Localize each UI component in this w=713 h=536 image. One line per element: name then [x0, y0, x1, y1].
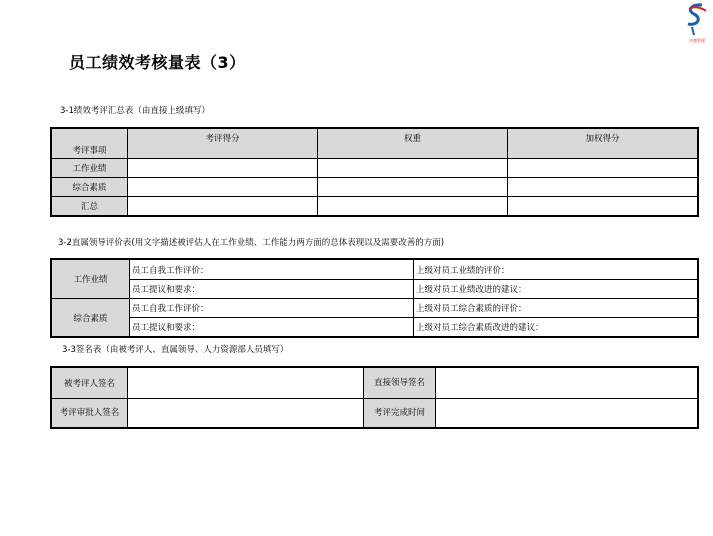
weight-cell[interactable] [318, 159, 508, 178]
header-weighted: 加权得分 [508, 129, 698, 159]
self-evaluation-cell[interactable]: 员工自我工作评价： [130, 299, 414, 318]
supervisor-evaluation-cell[interactable]: 上级对员工综合素质的评价： [414, 299, 698, 318]
logo-text: 卓越管理 [689, 38, 705, 43]
table-row [52, 159, 698, 178]
table-row [52, 299, 698, 318]
table-row [52, 197, 698, 216]
approver-signature-label: 考评审批人签名 [52, 399, 128, 428]
evaluation-table [51, 259, 698, 337]
score-cell[interactable] [128, 197, 318, 216]
group-label: 工作业绩 [52, 260, 130, 299]
supervisor-signature-field[interactable] [436, 368, 698, 399]
section1-heading: 3-1绩效考评汇总表（由直接上级填写） [60, 106, 210, 116]
section2-heading: 3-2直属领导评价表(用文字描述被评估人在工作业绩、工作能力两方面的总体表现以及需要改善的方面) [58, 238, 445, 248]
table-row [52, 368, 698, 399]
suggestion-cell[interactable]: 员工提议和要求： [130, 280, 414, 299]
approver-signature-field[interactable] [128, 399, 364, 428]
row-label: 工作业绩 [52, 159, 128, 178]
weighted-cell[interactable] [508, 159, 698, 178]
evaluatee-signature-field[interactable] [128, 368, 364, 399]
weighted-cell[interactable] [508, 178, 698, 197]
table-row [52, 178, 698, 197]
evaluatee-signature-label: 被考评人签名 [52, 368, 128, 399]
table-row [52, 280, 698, 299]
self-evaluation-cell[interactable]: 员工自我工作评价： [130, 260, 414, 280]
page-title: 员工绩效考核量表（3） [69, 53, 246, 72]
improvement-cell[interactable]: 上级对员工业绩改进的建议： [414, 280, 698, 299]
section3-heading: 3-3签名表（由被考评人、直属领导、人力资源部人员填写） [62, 345, 289, 355]
completion-time-label: 考评完成时间 [364, 399, 436, 428]
row-label: 汇总 [52, 197, 128, 216]
header-score: 考评得分 [128, 129, 318, 159]
header-weight: 权重 [318, 129, 508, 159]
score-cell[interactable] [128, 159, 318, 178]
table-row [52, 260, 698, 280]
group-label: 综合素质 [52, 299, 130, 337]
row-label: 综合素质 [52, 178, 128, 197]
weighted-cell[interactable] [508, 197, 698, 216]
signature-table [51, 367, 698, 428]
summary-header-row [52, 129, 698, 159]
table-row [52, 399, 698, 428]
score-cell[interactable] [128, 178, 318, 197]
weight-cell[interactable] [318, 178, 508, 197]
completion-time-field[interactable] [436, 399, 698, 428]
improvement-cell[interactable]: 上级对员工综合素质改进的建议： [414, 318, 698, 337]
supervisor-evaluation-cell[interactable]: 上级对员工业绩的评价： [414, 260, 698, 280]
supervisor-signature-label: 直接领导签名 [364, 368, 436, 399]
table-row [52, 318, 698, 337]
summary-table [51, 128, 698, 216]
weight-cell[interactable] [318, 197, 508, 216]
suggestion-cell[interactable]: 员工提议和要求： [130, 318, 414, 337]
company-logo [682, 2, 712, 46]
header-item: 考评事项 [52, 129, 128, 159]
